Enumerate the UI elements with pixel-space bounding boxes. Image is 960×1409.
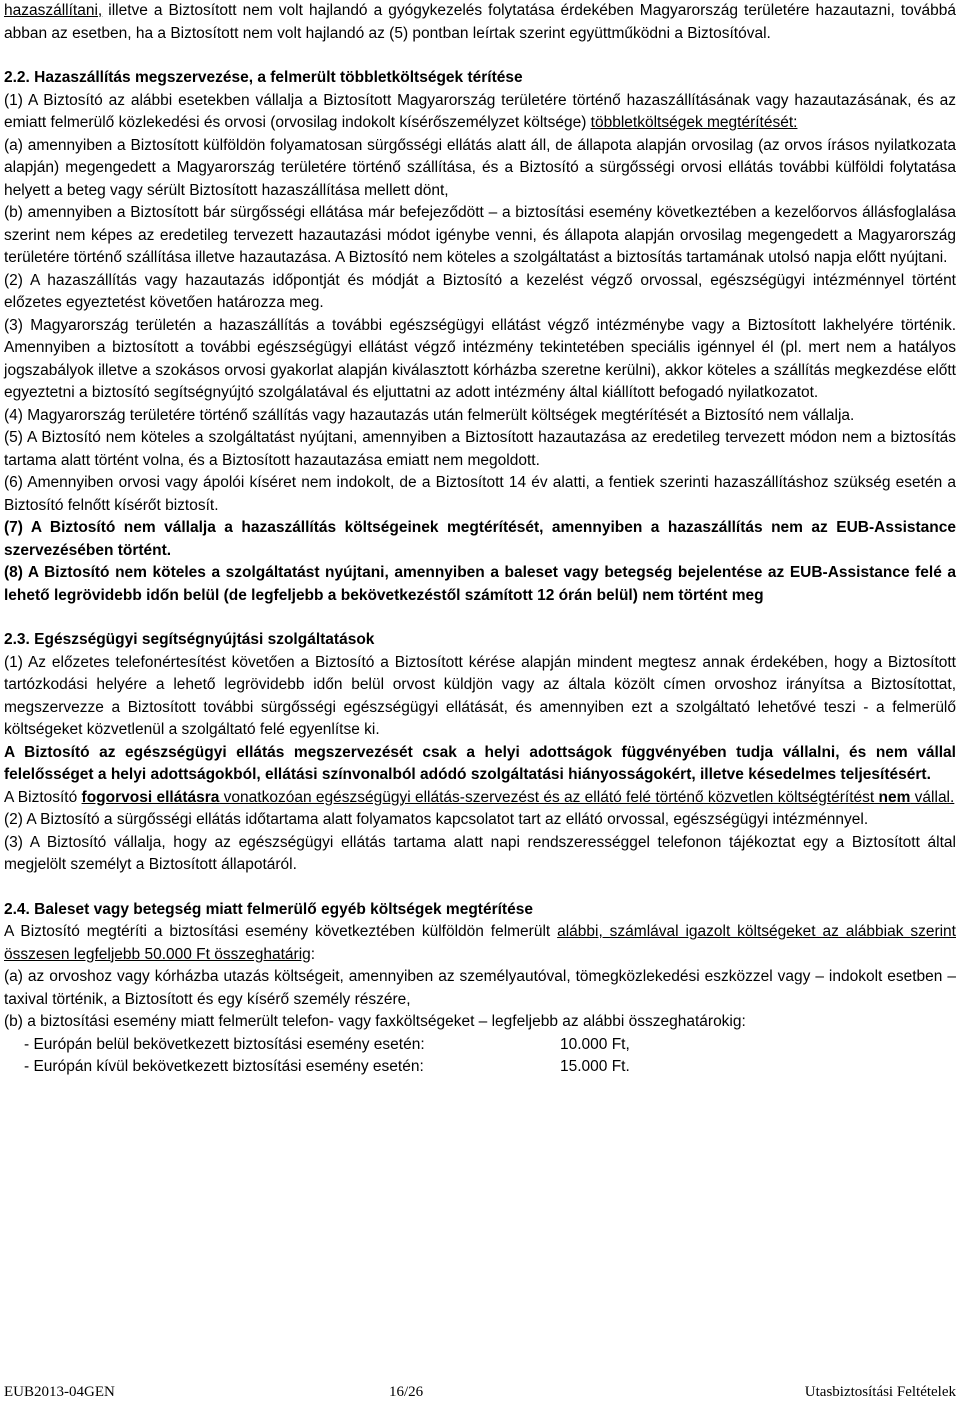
section-2-2-p6: (6) Amennyiben orvosi vagy ápolói kíséret nem indokolt, de a Biztosított 14 év alatti, a fentiek szerinti hazaszállításhoz szükség esetén a Biztosító felnőtt kísérőt biztosít. <box>4 474 956 514</box>
footer-doc-title: Utasbiztosítási Feltételek <box>804 1384 956 1400</box>
limit-row-europe <box>4 1034 956 1057</box>
section-2-4-p1: A Biztosító megtéríti a biztosítási esemény következtében külföldön felmerült alábbi, számlával igazolt költségeket az alábbiak szerint összesen legfeljebb 50.000 Ft összeghatárig: <box>4 923 956 963</box>
section-2-4-pb: (b) a biztosítási esemény miatt felmerült telefon- vagy faxköltségeket – legfeljebb az alábbi összeghatárokig: <box>4 1013 746 1030</box>
section-2-2-p4: (4) Magyarország területére történő szállítás vagy hazautazás után felmerült költségek megtérítését a Biztosító nem vállalja. <box>4 406 855 424</box>
section-2-2-p3: (3) Magyarország területén a hazaszállítás a további egészségügyi ellátást végző intézménybe vagy a Biztosított lakhelyére történik. Amennyiben a biztosított a további egészségügyi ellátást végző intézmény tekintetében speciális igénnyel él (pl. mert nem a hatályos jogszabályok illetve a szokásos orvosi gyakorlat alapján kiválasztott kórházba szeretne kerülni), akkor köteles a szállítás megkezdése előtt egyeztetni a biztosító segítségnyújtó szolgálatával és eljuttatni az adott intézmény által kiállított befogadó nyilatkozatot. <box>4 316 956 401</box>
section-2-2-p8: (8) A Biztosító nem köteles a szolgáltatást nyújtani, amennyiben a baleset vagy betegség bejelentése az EUB-Assistance felé a lehető legrövidebb időn belül (de legfeljebb a bekövetkezéstől számított 12 órán belül) nem történt meg <box>4 564 956 604</box>
limit-row-outside-europe <box>4 1056 956 1079</box>
section-2-3-heading: 2.3. Egészségügyi segítségnyújtási szolgáltatások <box>4 631 375 648</box>
section-2-3-dental: A Biztosító fogorvosi ellátásra vonatkozóan egészségügyi ellátás-szervezést és az ellátó felé történő közvetlen költségtérítést nem vállal. <box>4 788 955 806</box>
page-footer <box>4 1384 956 1404</box>
limit-amount: 15.000 Ft. <box>560 1058 630 1075</box>
section-2-3-bold-notice: A Biztosító az egészségügyi ellátás megszervezését csak a helyi adottságok függvényében tudja vállalni, és nem vállal felelősséget a helyi adottságokból, ellátási színvonalból adódó szolgáltatási hiányosságokért, illetve késedelmes teljesítésért. <box>4 743 956 783</box>
section-2-2-p5: (5) A Biztosító nem köteles a szolgáltatást nyújtani, amennyiben a Biztosított hazautazása az eredetileg tervezett módon nem a biztosítás tartama alatt történt volna, és a Biztosított hazautazása emiatt nem megoldott. <box>4 429 956 469</box>
footer-page-number: 16/26 <box>389 1384 424 1400</box>
intro-paragraph: hazaszállítani, illetve a Biztosított nem volt hajlandó a gyógykezelés folytatása érdekében Magyarország területére hazautazni, továbbá abban az esetben, ha a Biztosított nem volt hajlandó az (5) pontban leírtak szerint együttműködni a Biztosítóval. <box>4 2 956 42</box>
section-2-2-p1: (1) A Biztosító az alábbi esetekben vállalja a Biztosított Magyarország területére történő hazaszállításának vagy hazautazásának, és az emiatt felmerülő közlekedési és orvosi (orvosilag indokolt kísérőszemélyzet költsége) többletköltségek megtérítését: <box>4 91 956 131</box>
additional-costs-underlined: többletköltségek megtérítését: <box>590 114 798 131</box>
document-page <box>4 0 956 1079</box>
section-2-4-heading: 2.4. Baleset vagy betegség miatt felmerülő egyéb költségek megtérítése <box>4 900 533 918</box>
intro-underlined-word: hazaszállítani, <box>4 2 103 19</box>
section-2-2-heading: 2.2. Hazaszállítás megszervezése, a felmerült többletköltségek térítése <box>4 69 523 86</box>
limit-label: - Európán belül bekövetkezett biztosítási esemény esetén: <box>24 1035 425 1053</box>
section-2-3-p3: (3) A Biztosító vállalja, hogy az egészségügyi ellátás tartama alatt napi rendszerességgel telefonon tájékoztat egy a Biztosított által megjelölt személyt a Biztosított állapotáról. <box>4 833 956 873</box>
section-2-3-p2: (2) A Biztosító a sürgősségi ellátás időtartama alatt folyamatos kapcsolatot tart az ellátó orvossal, egészségügyi intézménnyel. <box>4 811 869 828</box>
section-2-2-pb: (b) amennyiben a Biztosított bár sürgősségi ellátása már befejeződött – a biztosítási esemény következtében a kezelőorvos állásfoglalása szerint nem képes az eredetileg tervezett hazautazási módot igénybe venni, és állapota alapján orvosilag megengedett a Magyarország területére történő szállítása illetve hazautazása. A Biztosító nem köteles a szolgáltatást a biztosítás tartamának utolsó napja előtt nyújtani. <box>4 204 956 266</box>
section-2-2-p2: (2) A hazaszállítás vagy hazautazás időpontját és módját a Biztosító a kezelést végző orvossal, egészségügyi intézménnyel történt előzetes egyeztetést követően határozza meg. <box>4 271 956 311</box>
limit-amount: 10.000 Ft, <box>560 1035 630 1053</box>
section-2-2-p7: (7) A Biztosító nem vállalja a hazaszállítás költségeinek megtérítését, amennyiben a hazaszállítás nem az EUB-Assistance szervezésében történt. <box>4 519 956 559</box>
footer-doc-code: EUB2013-04GEN <box>4 1384 115 1400</box>
section-2-2-pa: (a) amennyiben a Biztosított külföldön folyamatosan sürgősségi ellátás alatt áll, de állapota alapján orvosilag (az orvos írásos nyilatkozata alapján) megengedett a Magyarország területére történő szállítása, és a Biztosító a sürgősségi orvosi ellátás további külföldi folytatása helyett a beteg vagy sérült Biztosított hazaszállítása mellett dönt, <box>4 136 956 199</box>
limit-label: - Európán kívül bekövetkezett biztosítási esemény esetén: <box>24 1058 424 1075</box>
section-2-4-pa: (a) az orvoshoz vagy kórházba utazás költségeit, amennyiben az személyautóval, tömegközlekedési eszközzel vagy – indokolt esetben – taxival történik, a Biztosított és egy kísérő személy részére, <box>4 968 956 1008</box>
section-2-3-p1: (1) Az előzetes telefonértesítést követően a Biztosító a Biztosított kérése alapján mindent megtesz annak érdekében, hogy a Biztosított tartózkodási helyére a lehető legrövidebb időn belül orvost küldjön vagy az általa közölt címen orvoshoz irányítsa a Biztosítottat, megszervezze a Biztosított további sürgősségi egészségügyi ellátását, és amennyiben ezt a szolgáltató lehetővé teszi - a felmerülő költségeket közvetlenül a szolgáltató felé egyenlítse ki. <box>4 653 956 738</box>
